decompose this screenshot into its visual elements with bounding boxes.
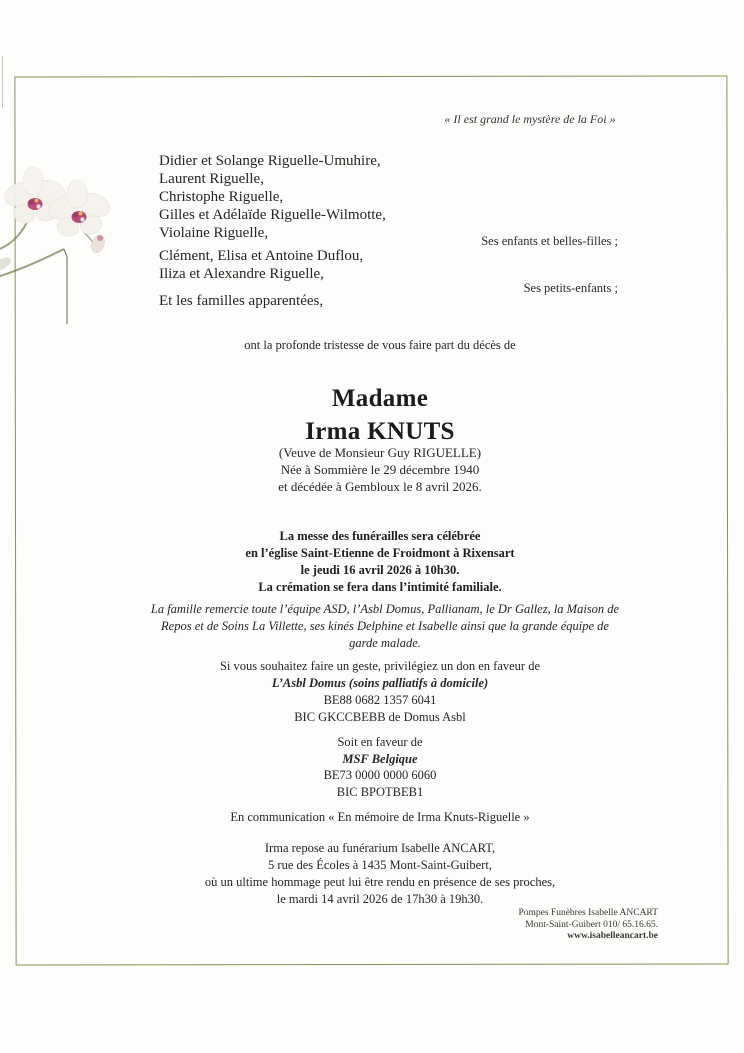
donation-intro: Si vous souhaitez faire un geste, privilégiez un don en faveur de: [219, 659, 541, 673]
ceremony-block: [30, 528, 730, 596]
scan-edge-artifact: [2, 56, 3, 108]
family-name-line: Laurent Riguelle,: [159, 171, 264, 187]
ceremony-line: La crémation se fera dans l’intimité familiale.: [258, 580, 502, 594]
funeral-home-footer: [518, 908, 658, 943]
deceased-name: Irma KNUTS: [305, 418, 455, 445]
visitation-line: où un ultime hommage peut lui être rendu en présence de ses proches,: [204, 875, 556, 889]
funeral-home-phone: Mont-Saint-Guibert 010/ 65.16.65.: [525, 919, 658, 930]
donation-iban: BE88 0682 1357 6041: [323, 693, 437, 707]
visitation-block: [30, 840, 730, 908]
family-name-line: Iliza et Alexandre Riguelle,: [159, 266, 324, 282]
death-line: et décédée à Gembloux le 8 avril 2026.: [278, 479, 482, 494]
funeral-home-name: Pompes Funèbres Isabelle ANCART: [518, 908, 658, 918]
donation-bic: BIC GKCCBEBB de Domus Asbl: [294, 710, 466, 724]
family-name-line: Gilles et Adélaïde Riguelle-Wilmotte,: [159, 207, 386, 223]
ceremony-line: en l’église Saint-Etienne de Froidmont à Rixensart: [245, 546, 515, 560]
funeral-home-website: www.isabelleancart.be: [567, 931, 658, 941]
deceased-title-block: [30, 382, 730, 448]
announcement-line: ont la profonde tristesse de vous faire part du décès de: [244, 338, 516, 352]
orchid-flower-image: [0, 152, 120, 327]
faith-quote: « Il est grand le mystère de la Foi »: [444, 112, 616, 126]
grandchildren-relation-label: Ses petits-enfants ;: [523, 281, 618, 295]
visitation-line: 5 rue des Écoles à 1435 Mont-Saint-Guibert,: [268, 858, 492, 872]
children-names-list: [159, 152, 386, 242]
donation-org-name: MSF Belgique: [342, 751, 418, 766]
birth-line: Née à Sommière le 29 décembre 1940: [280, 462, 480, 477]
donation-or-label: Soit en faveur de: [337, 735, 423, 749]
family-name-line: Clément, Elisa et Antoine Duflou,: [159, 248, 364, 264]
family-thanks-paragraph: La famille remercie toute l’équipe ASD, l’Asbl Domus, Pallianam, le Dr Gallez, la Maison de Repos et de Soins La Villette, ses kinés Delphine et Isabelle ainsi que la grande équipe de garde malade.: [150, 602, 620, 650]
deceased-honorific: Madame: [331, 385, 429, 412]
ceremony-line: La messe des funérailles sera célébrée: [279, 529, 481, 543]
orchid-bud: [89, 233, 106, 254]
visitation-line: Irma repose au funérarium Isabelle ANCART,: [264, 841, 496, 855]
ceremony-line: le jeudi 16 avril 2026 à 10h30.: [300, 563, 460, 577]
family-name-line: Didier et Solange Riguelle-Umuhire,: [159, 153, 381, 169]
family-name-line: Violaine Riguelle,: [159, 225, 269, 241]
family-name-line: Christophe Riguelle,: [159, 189, 284, 205]
donation-domus-block: [30, 658, 730, 726]
children-relation-label: Ses enfants et belles-filles ;: [481, 234, 618, 248]
donation-communication-line: En communication « En mémoire de Irma Knuts-Riguelle »: [230, 810, 530, 824]
donation-iban: BE73 0000 0000 6060: [323, 768, 437, 782]
visitation-line: le mardi 14 avril 2026 de 17h30 à 19h30.: [276, 892, 484, 906]
widow-line: (Veuve de Monsieur Guy RIGUELLE): [278, 445, 482, 460]
donation-bic: BIC BPOTBEB1: [336, 784, 424, 799]
donation-msf-block: [30, 734, 730, 800]
grandchildren-names-list: [159, 247, 363, 283]
related-families-line: Et les familles apparentées,: [159, 293, 324, 309]
donation-org-name: L’Asbl Domus (soins palliatifs à domicile): [271, 676, 489, 690]
deceased-details-block: [30, 444, 730, 495]
